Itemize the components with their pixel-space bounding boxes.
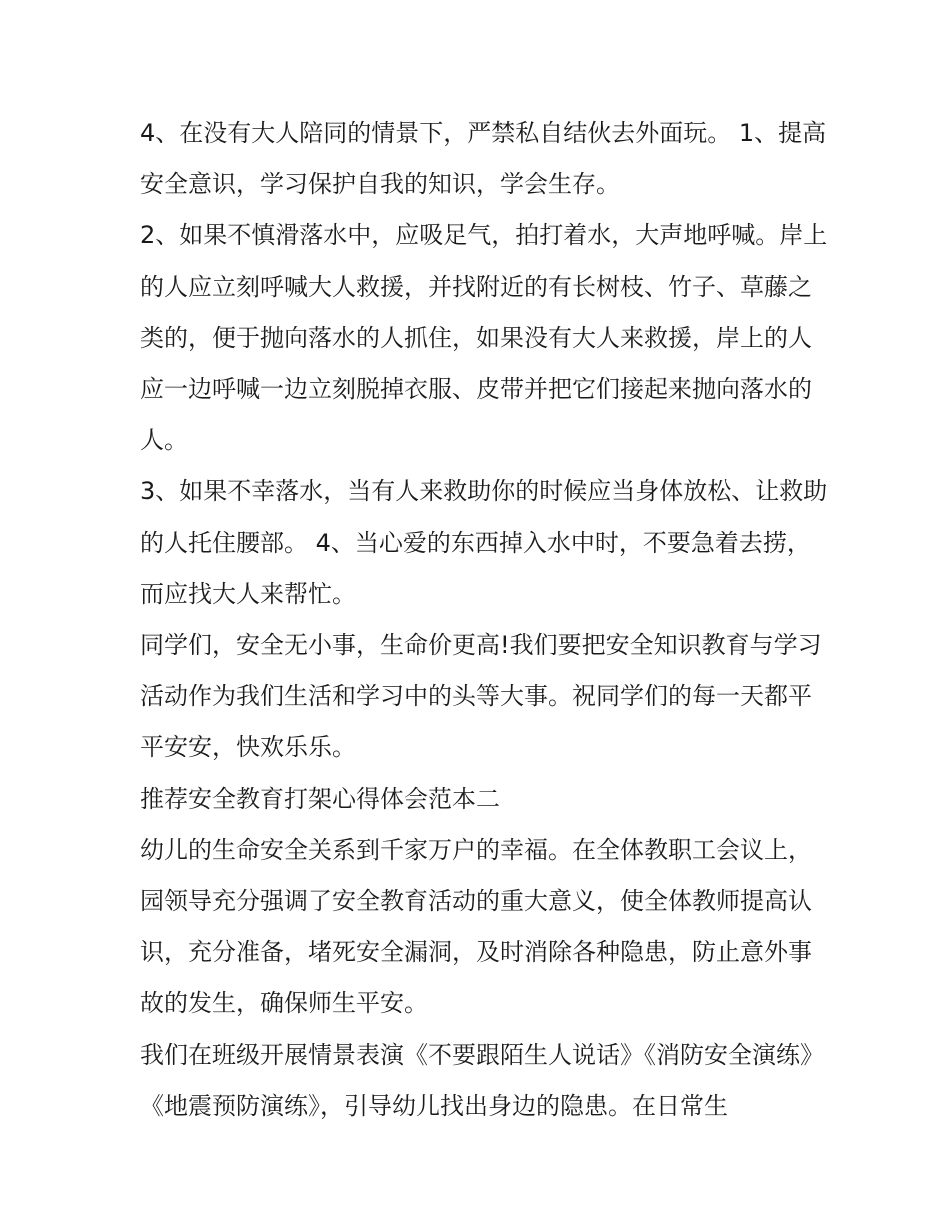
section-heading: 推荐安全教育打架心得体会范本二 [140,784,500,813]
paragraph-drowning-self-rescue: 2、如果不慎滑落水中，应吸足气，拍打着水，大声地呼喊。岸上的人应立刻呼喊大人救援，并找附近的有长树枝、竹子、草藤之类的，便于抛向落水的人抓住，如果没有大人来救援，岸上的人应一边呼喊一边立刻脱掉衣服、皮带并把它们接起来抛向落水的人。 [140,221,828,455]
paragraph-class-activities: 我们在班级开展情景表演《不要跟陌生人说话》《消防安全演练》《地震预防演练》，引导幼儿找出身边的隐患。在日常生 [140,1040,824,1120]
paragraph-rescue-tips: 3、如果不幸落水，当有人来救助你的时候应当身体放松、让救助的人托住腰部。 4、当心爱的东西掉入水中时，不要急着去捞，而应找大人来帮忙。 [140,477,828,608]
paragraph-kindergarten-safety: 幼儿的生命安全关系到千家万户的幸福。在全体教职工会议上，园领导充分强调了安全教育活动的重大意义，使全体教师提高认识，充分准备，堵死安全漏洞，及时消除各种隐患，防止意外事故的发生，确保师生平安。 [140,835,812,1018]
paragraph-safety-rule-4: 4、在没有大人陪同的情景下，严禁私自结伙去外面玩。 1、提高安全意识，学习保护自我的知识，学会生存。 [140,119,827,199]
paragraph-closing-message: 同学们，安全无小事，生命价更高!我们要把安全知识教育与学习活动作为我们生活和学习中的头等大事。祝同学们的每一天都平平安安，快欢乐乐。 [140,631,822,762]
document-body [140,108,830,1132]
